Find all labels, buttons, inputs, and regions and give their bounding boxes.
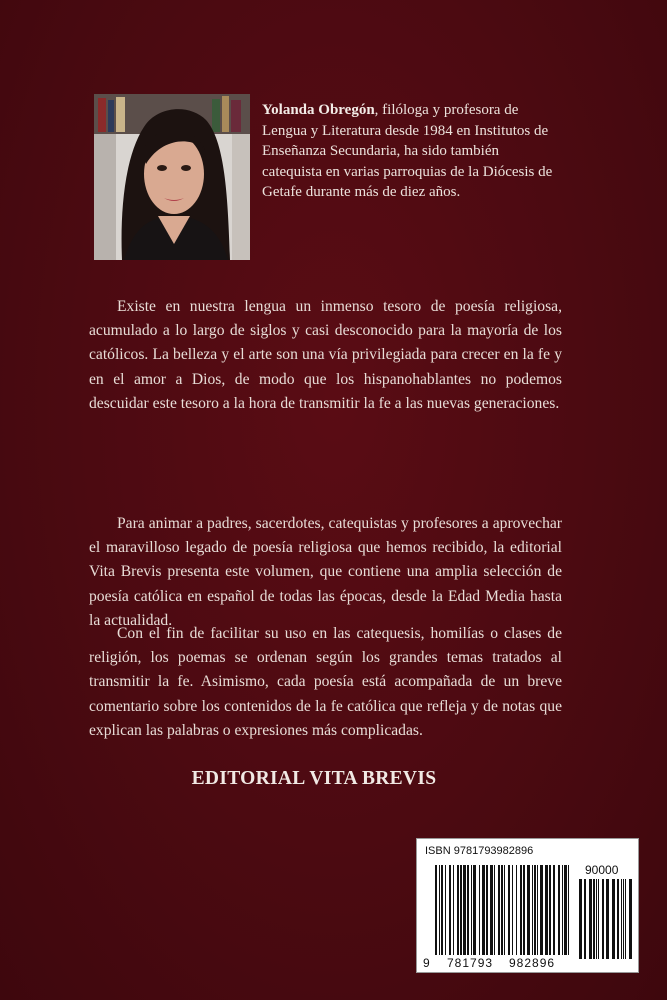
paragraph-text: Para animar a padres, sacerdotes, catequistas y profesores a aprovechar el maravilloso legado de poesía religiosa que hemos recibido, la editorial Vita Brevis presenta este volumen, que contiene una amplia selección de poesía católica en español de todas las épocas, desde la Edad Media hasta la actualidad.	[89, 515, 562, 629]
barcode-bar	[508, 865, 510, 955]
barcode-digits-group1: 781793	[447, 956, 494, 970]
publisher-name: EDITORIAL VITA BREVIS	[191, 768, 437, 789]
barcode-bar	[463, 865, 466, 955]
barcode-bar	[562, 865, 563, 955]
barcode-bar	[621, 879, 622, 959]
barcode-bar	[558, 865, 560, 955]
price-code: 90000	[585, 863, 619, 877]
isbn-label: ISBN 9781793982896	[425, 845, 534, 857]
author-photo	[94, 94, 250, 260]
barcode-bar	[612, 879, 615, 959]
barcode-bar	[568, 865, 569, 955]
barcode-bars	[435, 865, 569, 955]
barcode-bar	[494, 865, 495, 955]
barcode-bar	[486, 865, 488, 955]
barcode-bar	[457, 865, 459, 955]
isbn-barcode	[416, 838, 639, 973]
barcode-bar	[589, 879, 592, 959]
paragraph-text: Con el fin de facilitar su uso en las catequesis, homilías o clases de religión, los poemas se ordenan según los grandes temas tratados al transmitir la fe. Asimismo, cada poesía está acompañada de un breve comentario sobre los contenidos de la fe católica que refleja y de notas que explican las palabras o expresiones más complicadas.	[89, 625, 562, 739]
barcode-digit-first: 9	[423, 956, 430, 970]
barcode-bar	[606, 879, 609, 959]
barcode-bar	[479, 865, 480, 955]
barcode-bar	[629, 879, 632, 959]
barcode-bar	[553, 865, 555, 955]
barcode-bar	[532, 865, 533, 955]
barcode-bar	[564, 865, 567, 955]
barcode-bar	[523, 865, 525, 955]
barcode-bar	[617, 879, 619, 959]
barcode-bar	[579, 879, 582, 959]
barcode-bar	[435, 865, 437, 955]
barcode-bar	[625, 879, 626, 959]
description-paragraph-3	[89, 622, 562, 743]
barcode-bar	[498, 865, 500, 955]
author-bio-text: , filóloga y profesora de Lengua y Literatura desde 1984 en Institutos de Enseñanza Secundaria, ha sido también catequista en varias parroquias de la Diócesis de Getafe durante más de diez años.	[262, 102, 553, 201]
barcode-bar	[623, 879, 624, 959]
barcode-bar	[445, 865, 446, 955]
barcode-bar	[549, 865, 551, 955]
barcode-bar	[504, 865, 505, 955]
barcode-bar	[439, 865, 440, 955]
barcode-bar	[516, 865, 517, 955]
barcode-bar	[527, 865, 530, 955]
barcode-bar	[501, 865, 503, 955]
description-paragraph-2	[89, 512, 562, 633]
barcode-bar	[602, 879, 604, 959]
barcode-bar	[473, 865, 476, 955]
barcode-bar	[540, 865, 543, 955]
barcode-bar	[512, 865, 513, 955]
barcode-bar	[598, 879, 599, 959]
barcode-bar	[545, 865, 548, 955]
barcode-bar	[596, 879, 597, 959]
barcode-bar	[593, 879, 595, 959]
barcode-bar	[471, 865, 472, 955]
barcode-bar	[467, 865, 469, 955]
barcode-bar	[520, 865, 522, 955]
barcode-bar	[584, 879, 586, 959]
barcode-bar	[441, 865, 443, 955]
description-paragraph-1	[89, 295, 562, 416]
barcode-bar	[534, 865, 536, 955]
author-name: Yolanda Obregón	[262, 102, 375, 118]
barcode-bar	[453, 865, 454, 955]
barcode-bar	[490, 865, 493, 955]
paragraph-text: Existe en nuestra lengua un inmenso tesoro de poesía religiosa, acumulado a lo largo de siglos y casi desconocido para la mayoría de los católicos. La belleza y el arte son una vía privilegiada para crecer en la fe y en el amor a Dios, de modo que los hispanohablantes no podemos descuidar este tesoro a la hora de transmitir la fe a las nuevas generaciones.	[89, 298, 562, 412]
barcode-bar	[449, 865, 451, 955]
barcode-bar	[537, 865, 538, 955]
author-bio	[262, 100, 562, 203]
barcode-bar	[482, 865, 485, 955]
barcode-digits-group2: 982896	[509, 956, 556, 970]
barcode-bar	[460, 865, 462, 955]
addon-barcode-bars	[579, 879, 632, 959]
